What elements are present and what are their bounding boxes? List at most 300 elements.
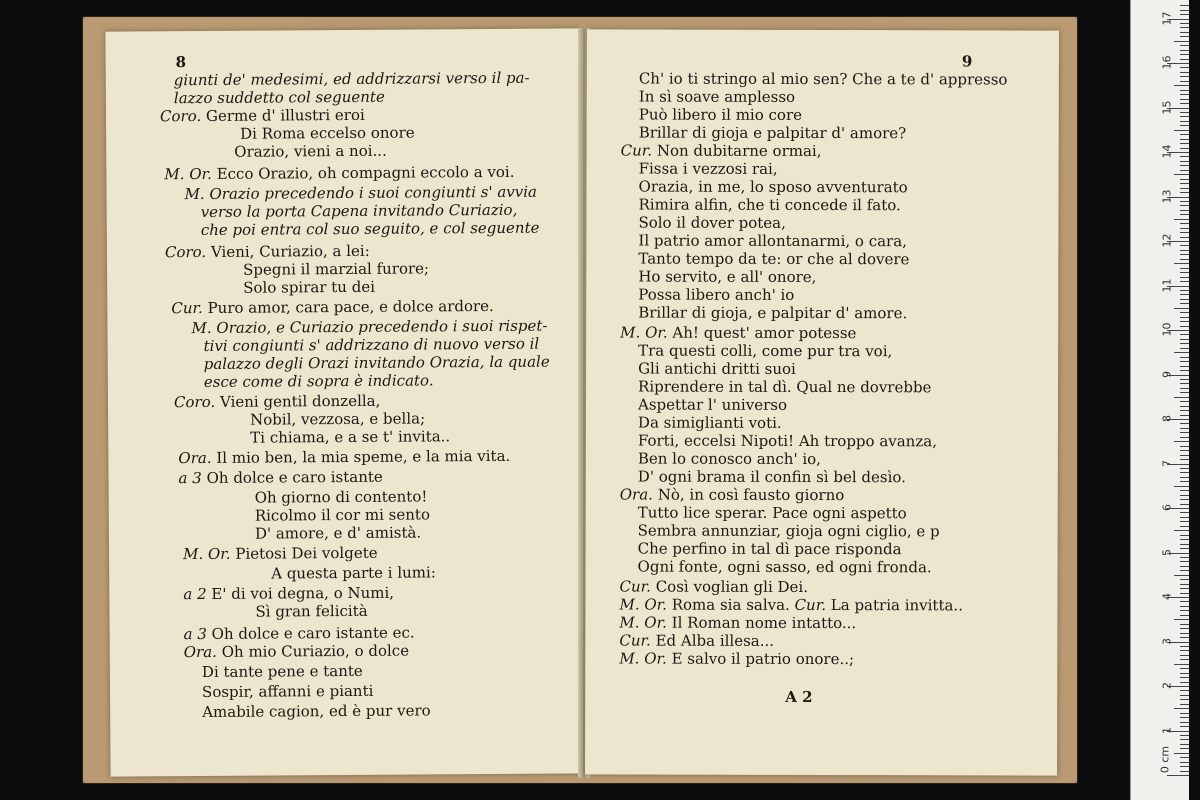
text-line	[171, 297, 494, 317]
speaker-label: Coro.	[159, 106, 207, 126]
ruler-tick	[1180, 179, 1189, 180]
ruler-tick	[1180, 294, 1189, 295]
text-line	[201, 201, 518, 221]
text-line	[638, 540, 902, 559]
ruler-tick	[1180, 744, 1189, 745]
ruler-tick	[1180, 495, 1189, 496]
ruler-tick	[1174, 174, 1189, 175]
text-line	[174, 88, 385, 107]
text-line	[639, 124, 907, 143]
line-text: Orazia, in me, lo sposo avventurato	[638, 177, 908, 197]
ruler-tick	[1174, 530, 1189, 531]
line-text: Amabile cagion, ed è pur vero	[202, 701, 431, 722]
ruler-tick	[1180, 392, 1189, 393]
line-text: Oh dolce e caro istante	[206, 467, 383, 487]
ruler-tick	[1180, 366, 1189, 367]
text-line	[638, 432, 937, 451]
text-line	[250, 427, 450, 446]
ruler-tick	[1180, 72, 1189, 73]
line-text: Riprendere in tal dì. Qual ne dovrebbe	[638, 377, 932, 397]
ruler-tick	[1180, 148, 1189, 149]
ruler-tick	[1180, 450, 1189, 451]
line-text: Roma sia salva.	[671, 595, 790, 614]
line-text: M. Orazio, e Curiazio precedendo i suoi rispet-	[191, 316, 548, 338]
line-text: Solo spirar tu dei	[243, 277, 376, 297]
line-text: Fissa i vezzosi rai,	[638, 159, 778, 178]
text-line	[255, 505, 430, 524]
text-line	[255, 602, 367, 621]
text-line	[184, 624, 415, 644]
ruler-tick	[1180, 170, 1189, 171]
ruler-tick	[1180, 517, 1189, 518]
text-line	[183, 584, 394, 603]
ruler-tick	[1180, 334, 1189, 335]
ruler-tick	[1180, 5, 1189, 6]
ruler-tick	[1180, 281, 1189, 282]
ruler-tick	[1180, 134, 1189, 135]
line-text: Da simiglianti voti.	[637, 413, 782, 432]
ruler-tick	[1180, 410, 1189, 411]
ruler-tick	[1180, 388, 1189, 389]
text-line	[638, 286, 794, 304]
ruler-tick	[1180, 321, 1189, 322]
ruler-tick	[1180, 615, 1189, 616]
ruler-label: 17	[1160, 11, 1174, 25]
text-line	[174, 392, 380, 411]
speaker-label: M. Or.	[164, 164, 217, 184]
text-line	[271, 563, 436, 582]
ruler-tick	[1180, 699, 1189, 700]
text-line	[638, 378, 931, 397]
ruler-tick	[1180, 695, 1189, 696]
text-line	[638, 468, 906, 487]
line-text: Ch' io ti stringo al mio sen? Che a te d' appresso	[638, 69, 1008, 89]
line-text: Di tante pene e tante	[201, 661, 363, 682]
line-text: Così voglian gli Dei.	[655, 577, 809, 596]
ruler-tick	[1180, 722, 1189, 723]
ruler-tick	[1180, 54, 1189, 55]
ruler-tick	[1180, 446, 1189, 447]
line-text: Ah! quest' amor potesse	[672, 323, 857, 343]
text-line	[639, 70, 1008, 89]
ruler-label: 15	[1160, 100, 1174, 114]
ruler-tick	[1180, 183, 1189, 184]
ruler-tick	[1180, 401, 1189, 402]
ruler-tick	[1180, 228, 1189, 229]
line-text: Spegni il marzial furore;	[243, 259, 430, 279]
ruler-tick	[1180, 521, 1189, 522]
ruler-tick	[1180, 121, 1189, 122]
line-text: Ogni fonte, ogni sasso, ed ogni fronda.	[637, 557, 932, 577]
text-line	[639, 106, 802, 124]
text-line	[178, 468, 382, 487]
ruler-tick	[1180, 90, 1189, 91]
line-text: Forti, eccelsi Nipoti! Ah troppo avanza,	[637, 431, 938, 451]
speaker-label: Cur.	[171, 298, 208, 318]
ruler-tick	[1180, 379, 1189, 380]
text-line	[243, 259, 429, 278]
speaker-label: Ora.	[619, 485, 658, 504]
ruler-tick	[1180, 459, 1189, 460]
text-line	[204, 353, 550, 373]
text-line	[202, 662, 363, 681]
line-text: Pietosi Dei volgete	[235, 543, 378, 563]
ruler-tick	[1174, 130, 1189, 131]
line-text: In sì soave amplesso	[638, 87, 796, 106]
ruler-tick	[1180, 357, 1189, 358]
text-line	[638, 414, 782, 432]
ruler-tick	[1180, 561, 1189, 562]
ruler-tick	[1180, 165, 1189, 166]
ruler-tick	[1180, 766, 1189, 767]
ruler-tick	[1180, 472, 1189, 473]
ruler-tick	[1180, 205, 1189, 206]
ruler-tick	[1180, 468, 1189, 469]
line-text: A questa parte i lumi:	[271, 563, 436, 583]
line-text: Il patrio amor allontanarmi, o cara,	[638, 231, 907, 251]
ruler-tick	[1180, 762, 1189, 763]
text-line	[620, 323, 856, 342]
ruler-label: 10	[1160, 322, 1174, 337]
line-text: Vieni, Curiazio, a lei:	[210, 241, 370, 261]
ruler-tick	[1180, 628, 1189, 629]
left-page	[105, 28, 584, 776]
ruler-tick	[1180, 624, 1189, 625]
line-text: palazzo degli Orazi invitando Orazia, la quale	[203, 352, 550, 373]
ruler-tick	[1180, 504, 1189, 505]
line-text: Tutto lice sperar. Pace ogni aspetto	[637, 503, 907, 523]
text-line	[619, 595, 963, 614]
line-text: Ed Alba illesa...	[655, 631, 775, 650]
ruler-tick	[1180, 588, 1189, 589]
ruler-tick	[1180, 299, 1189, 300]
ruler-tick	[1180, 59, 1189, 60]
ruler-tick	[1180, 27, 1189, 28]
speaker-label: a 3	[183, 624, 212, 644]
text-line	[638, 504, 907, 523]
text-line	[183, 544, 378, 563]
ruler-label: 6	[1160, 504, 1174, 511]
ruler-tick	[1180, 650, 1189, 651]
ruler-tick	[1180, 570, 1189, 571]
ruler-tick	[1180, 250, 1189, 251]
ruler-tick	[1180, 717, 1189, 718]
ruler-tick	[1180, 192, 1189, 193]
ruler-tick	[1180, 214, 1189, 215]
line-text: Solo il dover potea,	[638, 213, 786, 232]
text-line	[202, 701, 431, 721]
ruler-tick	[1180, 112, 1189, 113]
line-text: giunti de' medesimi, ed addrizzarsi verso il pa-	[173, 68, 530, 90]
speaker-label: M. Or.	[620, 323, 673, 342]
ruler-tick	[1180, 610, 1189, 611]
text-line	[619, 577, 808, 595]
ruler-tick	[1180, 428, 1189, 429]
ruler-tick	[1180, 103, 1189, 104]
ruler-tick	[1180, 535, 1189, 536]
ruler-label: 4	[1160, 593, 1174, 600]
ruler-label: 11	[1160, 278, 1174, 292]
ruler-tick	[1174, 441, 1189, 442]
ruler-tick	[1180, 557, 1189, 558]
ruler-tick	[1180, 512, 1189, 513]
line-text: Sembra annunziar, gioja ogni ciglio, e p	[637, 521, 940, 541]
text-line	[638, 196, 900, 215]
ruler-tick	[1180, 566, 1189, 567]
text-line	[639, 88, 795, 106]
ruler-tick	[1174, 753, 1189, 754]
ruler-tick	[1180, 45, 1189, 46]
ruler-label: 8	[1160, 415, 1174, 422]
ruler-tick	[1180, 237, 1189, 238]
ruler-label: 12	[1160, 233, 1174, 248]
text-line	[638, 232, 907, 251]
ruler-tick	[1180, 593, 1189, 594]
ruler-tick	[1180, 254, 1189, 255]
line-text: Nò, in così fausto giorno	[657, 485, 845, 505]
line-text: La patria invitta..	[830, 596, 964, 615]
ruler-tick	[1180, 437, 1189, 438]
line-text: Rimira alfin, che ti concede il fato.	[638, 195, 901, 215]
speaker-label: Ora.	[178, 448, 217, 468]
ruler-tick	[1180, 690, 1189, 691]
ruler-tick	[1180, 268, 1189, 269]
ruler-tick	[1180, 748, 1189, 749]
ruler-label: 1	[1160, 726, 1174, 734]
ruler-tick	[1180, 125, 1189, 126]
ruler-tick	[1180, 143, 1189, 144]
line-text: Sospir, affanni e pianti	[201, 681, 374, 702]
scale-ruler	[1130, 0, 1189, 800]
ruler-tick	[1180, 633, 1189, 634]
line-text: Brillar di gioja, e palpitar d' amore.	[638, 303, 908, 323]
line-text: Ricolmo il cor mi sento	[254, 505, 431, 525]
ruler-tick	[1180, 499, 1189, 500]
line-text: Oh dolce e caro istante ec.	[211, 623, 415, 643]
text-line	[204, 335, 540, 355]
ruler-tick	[1180, 757, 1189, 758]
ruler-tick	[1180, 673, 1189, 674]
ruler-tick	[1180, 455, 1189, 456]
text-line	[638, 522, 940, 541]
text-line	[184, 642, 409, 662]
page-number: 8	[175, 53, 187, 72]
text-line	[638, 450, 821, 468]
ruler-tick	[1180, 361, 1189, 362]
ruler-tick	[1180, 339, 1189, 340]
text-line	[638, 304, 907, 323]
page-number: 9	[961, 52, 973, 71]
speaker-label: M. Or.	[619, 595, 672, 614]
text-line	[638, 396, 787, 414]
ruler-tick	[1174, 486, 1189, 487]
ruler-tick	[1180, 156, 1189, 157]
line-text: tivi congiunti s' addrizzano di nuovo verso il	[203, 334, 540, 355]
line-text: Orazio, vieni a noi...	[234, 141, 387, 161]
ruler-tick	[1180, 81, 1189, 82]
ruler-tick	[1180, 312, 1189, 313]
line-text: Possa libero anch' io	[638, 285, 795, 304]
text-line	[160, 106, 365, 125]
line-text: Oh giorno di contento!	[254, 487, 428, 507]
line-text: Che perfino in tal dì pace risponda	[637, 539, 902, 559]
speaker-label: M. Or.	[619, 613, 672, 632]
text-line	[638, 342, 892, 361]
line-text: verso la porta Capena invitando Curiazio,	[200, 200, 518, 222]
text-line	[619, 649, 854, 668]
ruler-tick	[1180, 544, 1189, 545]
ruler-tick	[1180, 423, 1189, 424]
ruler-tick	[1180, 303, 1189, 304]
text-line	[619, 631, 774, 649]
ruler-tick	[1174, 308, 1189, 309]
speaker-label: Coro.	[173, 392, 221, 412]
ruler-tick	[1174, 219, 1189, 220]
ruler-tick	[1180, 646, 1189, 647]
line-text: Brillar di gioja e palpitar d' amore?	[638, 123, 907, 143]
ruler-tick	[1180, 584, 1189, 585]
ruler-tick	[1180, 290, 1189, 291]
ruler-tick	[1180, 272, 1189, 273]
ruler-tick	[1180, 771, 1189, 772]
line-text: Ho servito, e all' onore,	[638, 267, 817, 286]
ruler-label: 13	[1160, 189, 1174, 203]
line-text: D' ogni brama il confin sì bel desìo.	[637, 467, 906, 487]
ruler-tick	[1180, 704, 1189, 705]
ruler-tick	[1180, 50, 1189, 51]
ruler-tick	[1174, 664, 1189, 665]
speaker-label: Cur.	[620, 141, 657, 160]
line-text: Di Roma eccelso onore	[240, 123, 415, 143]
ruler-label: 9	[1160, 370, 1174, 378]
ruler-tick	[1174, 708, 1189, 709]
line-text: Vieni gentil donzella,	[219, 391, 381, 411]
ruler-tick	[1180, 383, 1189, 384]
ruler-tick	[1180, 210, 1189, 211]
speaker-label: Coro.	[164, 242, 211, 262]
ruler-tick	[1180, 601, 1189, 602]
ruler-tick	[1180, 36, 1189, 37]
line-text: E' di voi degna, o Numi,	[211, 583, 395, 603]
speaker-label: Cur.	[619, 577, 656, 596]
ruler-tick	[1180, 548, 1189, 549]
speaker-label: Cur.	[619, 631, 656, 650]
text-line	[204, 371, 434, 391]
ruler-tick	[1180, 245, 1189, 246]
ruler-tick	[1180, 713, 1189, 714]
ruler-label: 14	[1160, 144, 1174, 159]
text-line	[243, 278, 375, 297]
line-text: Oh mio Curiazio, o dolce	[221, 641, 410, 661]
ruler-tick	[1180, 668, 1189, 669]
text-line	[639, 178, 908, 197]
line-text: Il mio ben, la mia speme, e la mia vita.	[216, 446, 511, 467]
ruler-tick	[1180, 232, 1189, 233]
ruler-tick	[1174, 41, 1189, 42]
line-text: Nobil, vezzosa, e bella;	[250, 409, 426, 429]
ruler-tick	[1180, 370, 1189, 371]
ruler-tick	[1174, 397, 1189, 398]
ruler-tick	[1180, 14, 1189, 15]
speaker-label: Ora.	[183, 642, 222, 662]
ruler-tick	[1180, 726, 1189, 727]
speaker-label: M. Or.	[619, 649, 672, 668]
text-line	[638, 268, 816, 286]
ruler-tick	[1180, 539, 1189, 540]
ruler-tick	[1180, 655, 1189, 656]
line-text: Ti chiama, e a se t' invita..	[250, 427, 451, 447]
text-line	[619, 613, 856, 632]
line-text: Aspettar l' universo	[637, 395, 788, 414]
ruler-label: 0 cm	[1158, 745, 1172, 774]
text-line	[165, 242, 370, 261]
text-line	[250, 409, 425, 428]
ruler-tick	[1180, 259, 1189, 260]
ruler-label: 3	[1160, 637, 1174, 645]
text-line	[202, 682, 373, 701]
ruler-tick	[1180, 739, 1189, 740]
ruler-tick	[1180, 526, 1189, 527]
ruler-tick	[1180, 161, 1189, 162]
ruler-tick	[1180, 406, 1189, 407]
ruler-tick	[1180, 677, 1189, 678]
ruler-tick	[1180, 415, 1189, 416]
ruler-tick	[1180, 32, 1189, 33]
line-text: Sì gran felicità	[255, 601, 368, 621]
speaker-label: a 2	[183, 584, 212, 604]
ruler-tick	[1180, 326, 1189, 327]
ruler-tick	[1180, 477, 1189, 478]
text-line	[255, 487, 428, 506]
line-text: Ecco Orazio, oh compagni eccolo a voi.	[216, 162, 515, 183]
ruler-tick	[1180, 682, 1189, 683]
text-line	[174, 69, 530, 89]
text-line	[201, 219, 540, 239]
speaker-label: M. Or.	[182, 544, 236, 564]
text-line	[638, 250, 909, 269]
text-line	[164, 163, 514, 183]
line-text: Germe d' illustri eroi	[205, 105, 365, 125]
right-page-text	[587, 69, 1059, 669]
speaker-label: a 3	[178, 468, 207, 488]
ruler-tick	[1180, 277, 1189, 278]
text-line	[255, 523, 421, 542]
ruler-tick	[1180, 606, 1189, 607]
line-text: Non dubitarne ormai,	[656, 141, 822, 160]
ruler-tick	[1174, 263, 1189, 264]
line-text: che poi entra col suo seguito, e col seguente	[200, 218, 540, 240]
text-line	[639, 160, 778, 178]
right-page	[585, 29, 1059, 775]
ruler-tick	[1180, 490, 1189, 491]
ruler-tick	[1180, 348, 1189, 349]
text-line	[638, 360, 796, 378]
ruler-tick	[1174, 619, 1189, 620]
ruler-label: 2	[1160, 682, 1174, 689]
ruler-tick	[1174, 85, 1189, 86]
ruler-tick	[1180, 432, 1189, 433]
line-text: D' amore, e d' amistà.	[254, 523, 422, 543]
ruler-tick	[1180, 317, 1189, 318]
line-text: esce come di sopra è indicato.	[203, 371, 434, 391]
ruler-tick	[1180, 99, 1189, 100]
ruler-tick	[1180, 637, 1189, 638]
speaker-label: Cur.	[789, 595, 831, 615]
ruler-label: 5	[1160, 548, 1174, 556]
ruler-tick	[1180, 139, 1189, 140]
line-text: E salvo il patrio onore..;	[671, 649, 855, 669]
line-text: Gli antichi dritti suoi	[638, 359, 796, 378]
